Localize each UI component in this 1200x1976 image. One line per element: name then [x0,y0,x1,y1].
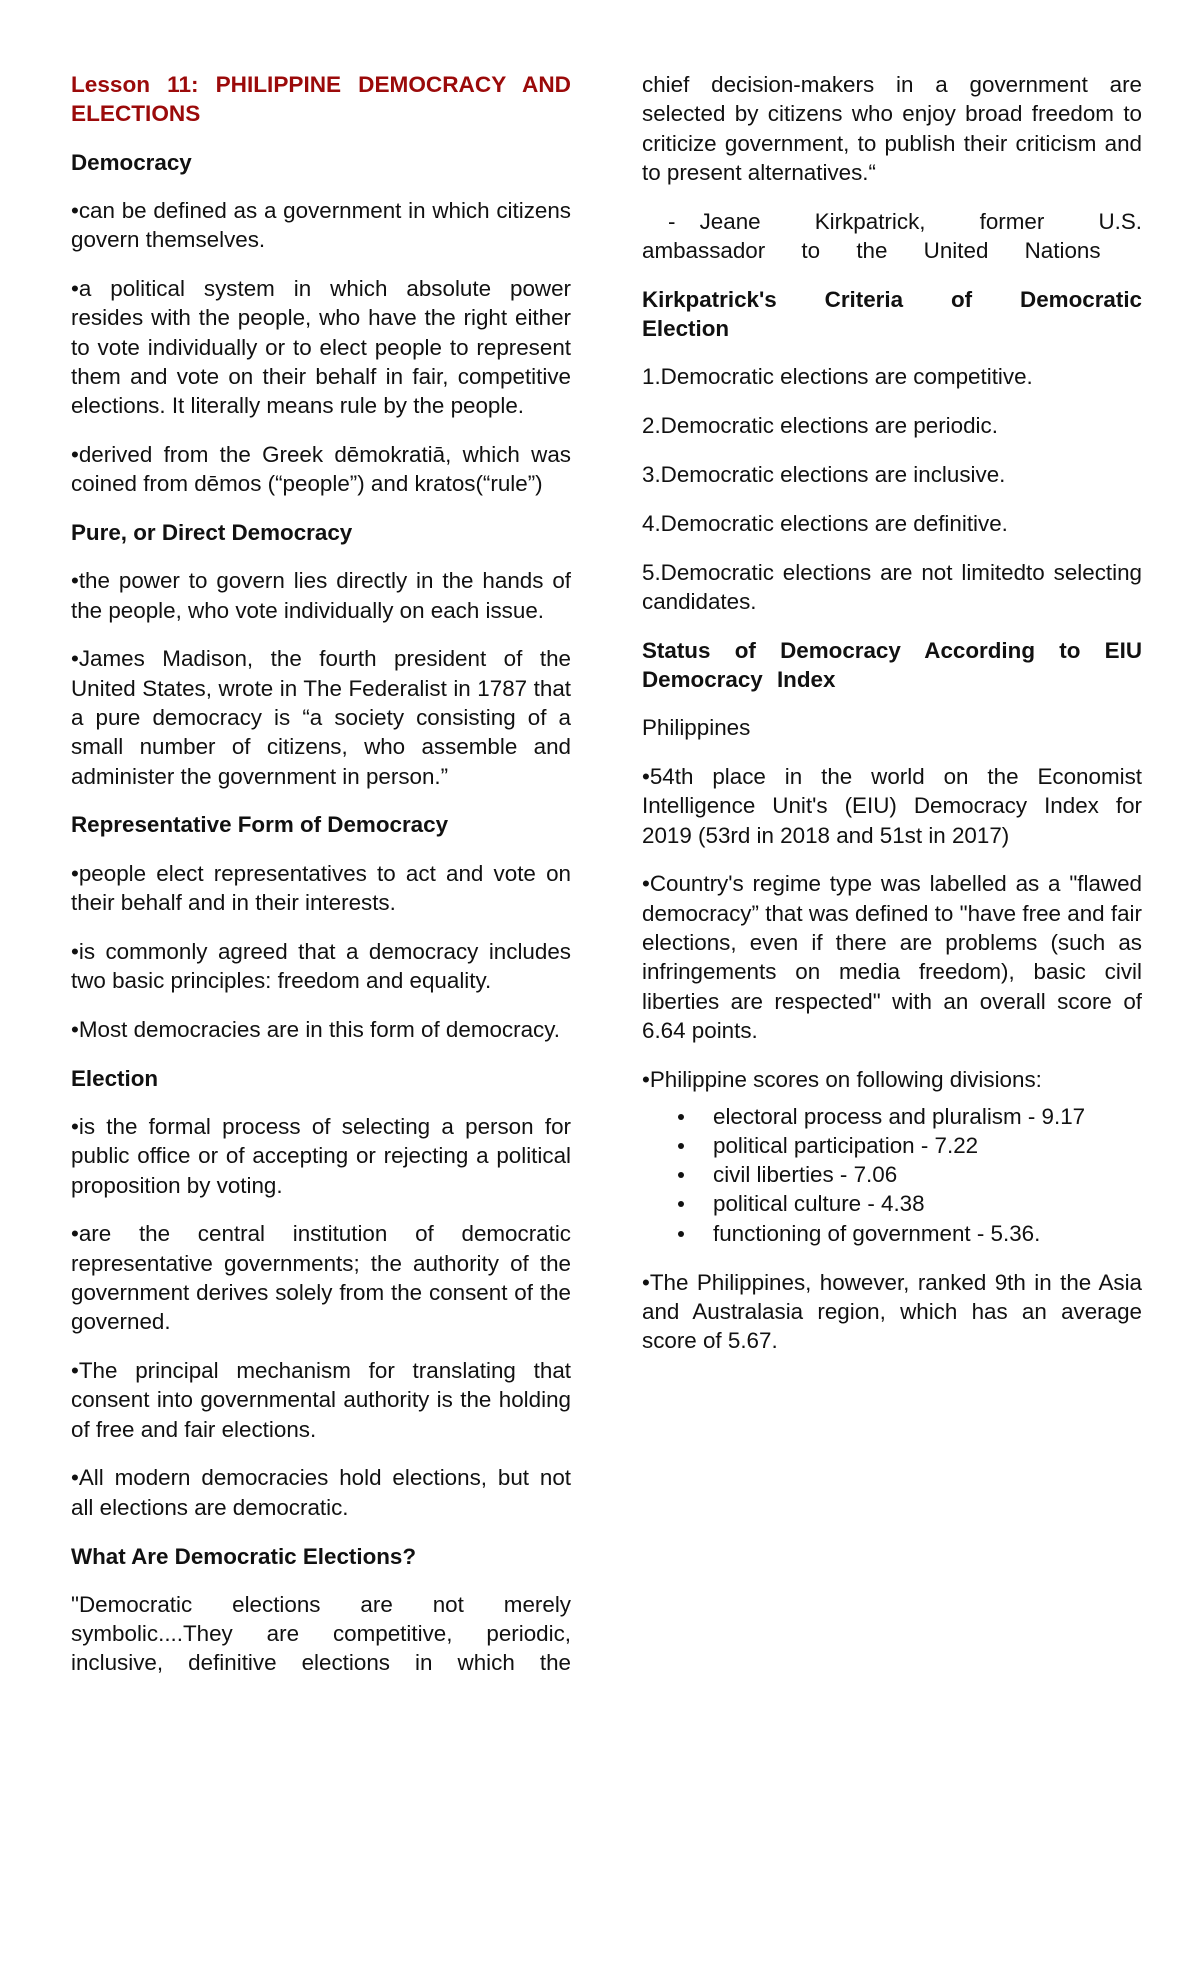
heading-election: Election [71,1065,159,1091]
election-bullet-2: •are the central institution of democratic representative governments; the authority of the government derives solely from the consent of the governed. [71,1221,571,1335]
division-score-text: political participation - 7.22 [713,1132,979,1158]
kirkpatrick-quote-continued: chief decision-makers in a government are selected by citizens who enjoy broad freedom to criticize government, to publish their criticism and to present alternatives.“ [642,72,1142,185]
eiu-bullet-rank: •54th place in the world on the Economist Intelligence Unit's (EIU) Democracy Index for 2019 (53rd in 2018 and 51st in 2017) [642,764,1142,848]
heading-eiu-status: Status of Democracy According to EIU Democracy Index [642,637,1142,692]
division-score-text: electoral process and pluralism - 9.17 [713,1103,1086,1129]
section-eiu-status [642,636,1142,1356]
election-bullet-4: •All modern democracies hold elections, but not all elections are democratic. [71,1465,571,1520]
heading-democracy: Democracy [71,149,192,175]
attribution-text: Jeane Kirkpatrick, former U.S. ambassador to the United Nations [642,208,1142,263]
division-score-item [642,1131,1142,1160]
kirkpatrick-quote-start: "Democratic elections are not merely symbolic....They are competitive, periodic, inclusive, definitive elections in which the [71,1591,571,1676]
section-democracy [71,148,571,499]
criteria-item-3: 3.Democratic elections are inclusive. [642,461,1006,487]
division-score-text: functioning of government - 5.36. [713,1220,1041,1246]
democracy-bullet-2: •a political system in which absolute power resides with the people, who have the right either to vote individually or to elect people to represent them and vote on their behalf in fair, competitive elections. It literally means rule by the people. [71,275,571,419]
right-column [642,70,1142,1375]
heading-representative-democracy: Representative Form of Democracy [71,812,449,838]
division-score-item [642,1160,1142,1189]
heading-democratic-elections: What Are Democratic Elections? [71,1543,417,1569]
eiu-bullet-divisions-intro: •Philippine scores on following divisions: [642,1066,1042,1092]
eiu-regional-rank: •The Philippines, however, ranked 9th in the Asia and Australasia region, which has an average score of 5.67. [642,1269,1142,1354]
eiu-country: Philippines [642,715,751,741]
criteria-item-5: 5.Democratic elections are not limitedto selecting candidates. [642,559,1142,614]
division-score-item [642,1189,1142,1218]
quote-attribution [642,207,1142,266]
criteria-item-4: 4.Democratic elections are definitive. [642,510,1008,536]
bullet-dot-icon [678,1201,684,1207]
representative-bullet-2: •is commonly agreed that a democracy includes two basic principles: freedom and equality. [71,938,571,994]
democracy-bullet-1: •can be defined as a government in which citizens govern themselves. [71,197,571,253]
representative-bullet-3: •Most democracies are in this form of democracy. [71,1016,560,1042]
heading-direct-democracy: Pure, or Direct Democracy [71,520,353,546]
division-score-item [642,1102,1142,1131]
division-score-item [642,1219,1142,1248]
division-score-text: civil liberties - 7.06 [713,1162,898,1188]
bullet-dot-icon [678,1143,684,1149]
section-election [71,1064,571,1522]
division-scores-list [642,1102,1142,1248]
election-bullet-3: •The principal mechanism for translating that consent into governmental authority is the holding of free and fair elections. [71,1358,571,1442]
heading-kirkpatrick-criteria: Kirkpatrick's Criteria of Democratic Election [642,286,1142,342]
direct-democracy-bullet-2: •James Madison, the fourth president of the United States, wrote in The Federalist in 1787 that a pure democracy is “a society consisting of a small number of citizens, who assemble and administer the government in person.” [71,646,571,789]
bullet-dot-icon [678,1231,684,1237]
lesson-title: Lesson 11: PHILIPPINE DEMOCRACY AND ELECTIONS [71,72,571,127]
section-direct-democracy [71,518,571,791]
section-kirkpatrick-criteria [642,285,1142,616]
bullet-dot-icon [678,1172,684,1178]
direct-democracy-bullet-1: •the power to govern lies directly in the hands of the people, who vote individually on each issue. [71,568,571,623]
criteria-item-2: 2.Democratic elections are periodic. [642,413,998,439]
criteria-item-1: 1.Democratic elections are competitive. [642,364,1033,390]
attribution-dash: - [668,208,676,234]
section-representative-democracy [71,810,571,1044]
bullet-dot-icon [678,1114,684,1120]
representative-bullet-1: •people elect representatives to act and vote on their behalf and in their interests. [71,860,571,916]
election-bullet-1: •is the formal process of selecting a person for public office or of accepting or rejecting a political proposition by voting. [71,1114,571,1198]
democracy-bullet-3: •derived from the Greek dēmokratiā, which was coined from dēmos (“people”) and kratos(“rule”) [71,441,571,497]
left-column [71,70,571,1697]
section-democratic-elections [71,1542,571,1678]
eiu-bullet-regime: •Country's regime type was labelled as a "flawed democracy” that was defined to "have free and fair elections, even if there are problems (such as infringements on media freedom), basic civil liberties are respected" with an overall score of 6.64 points. [642,871,1142,1043]
division-score-text: political culture - 4.38 [713,1191,925,1217]
